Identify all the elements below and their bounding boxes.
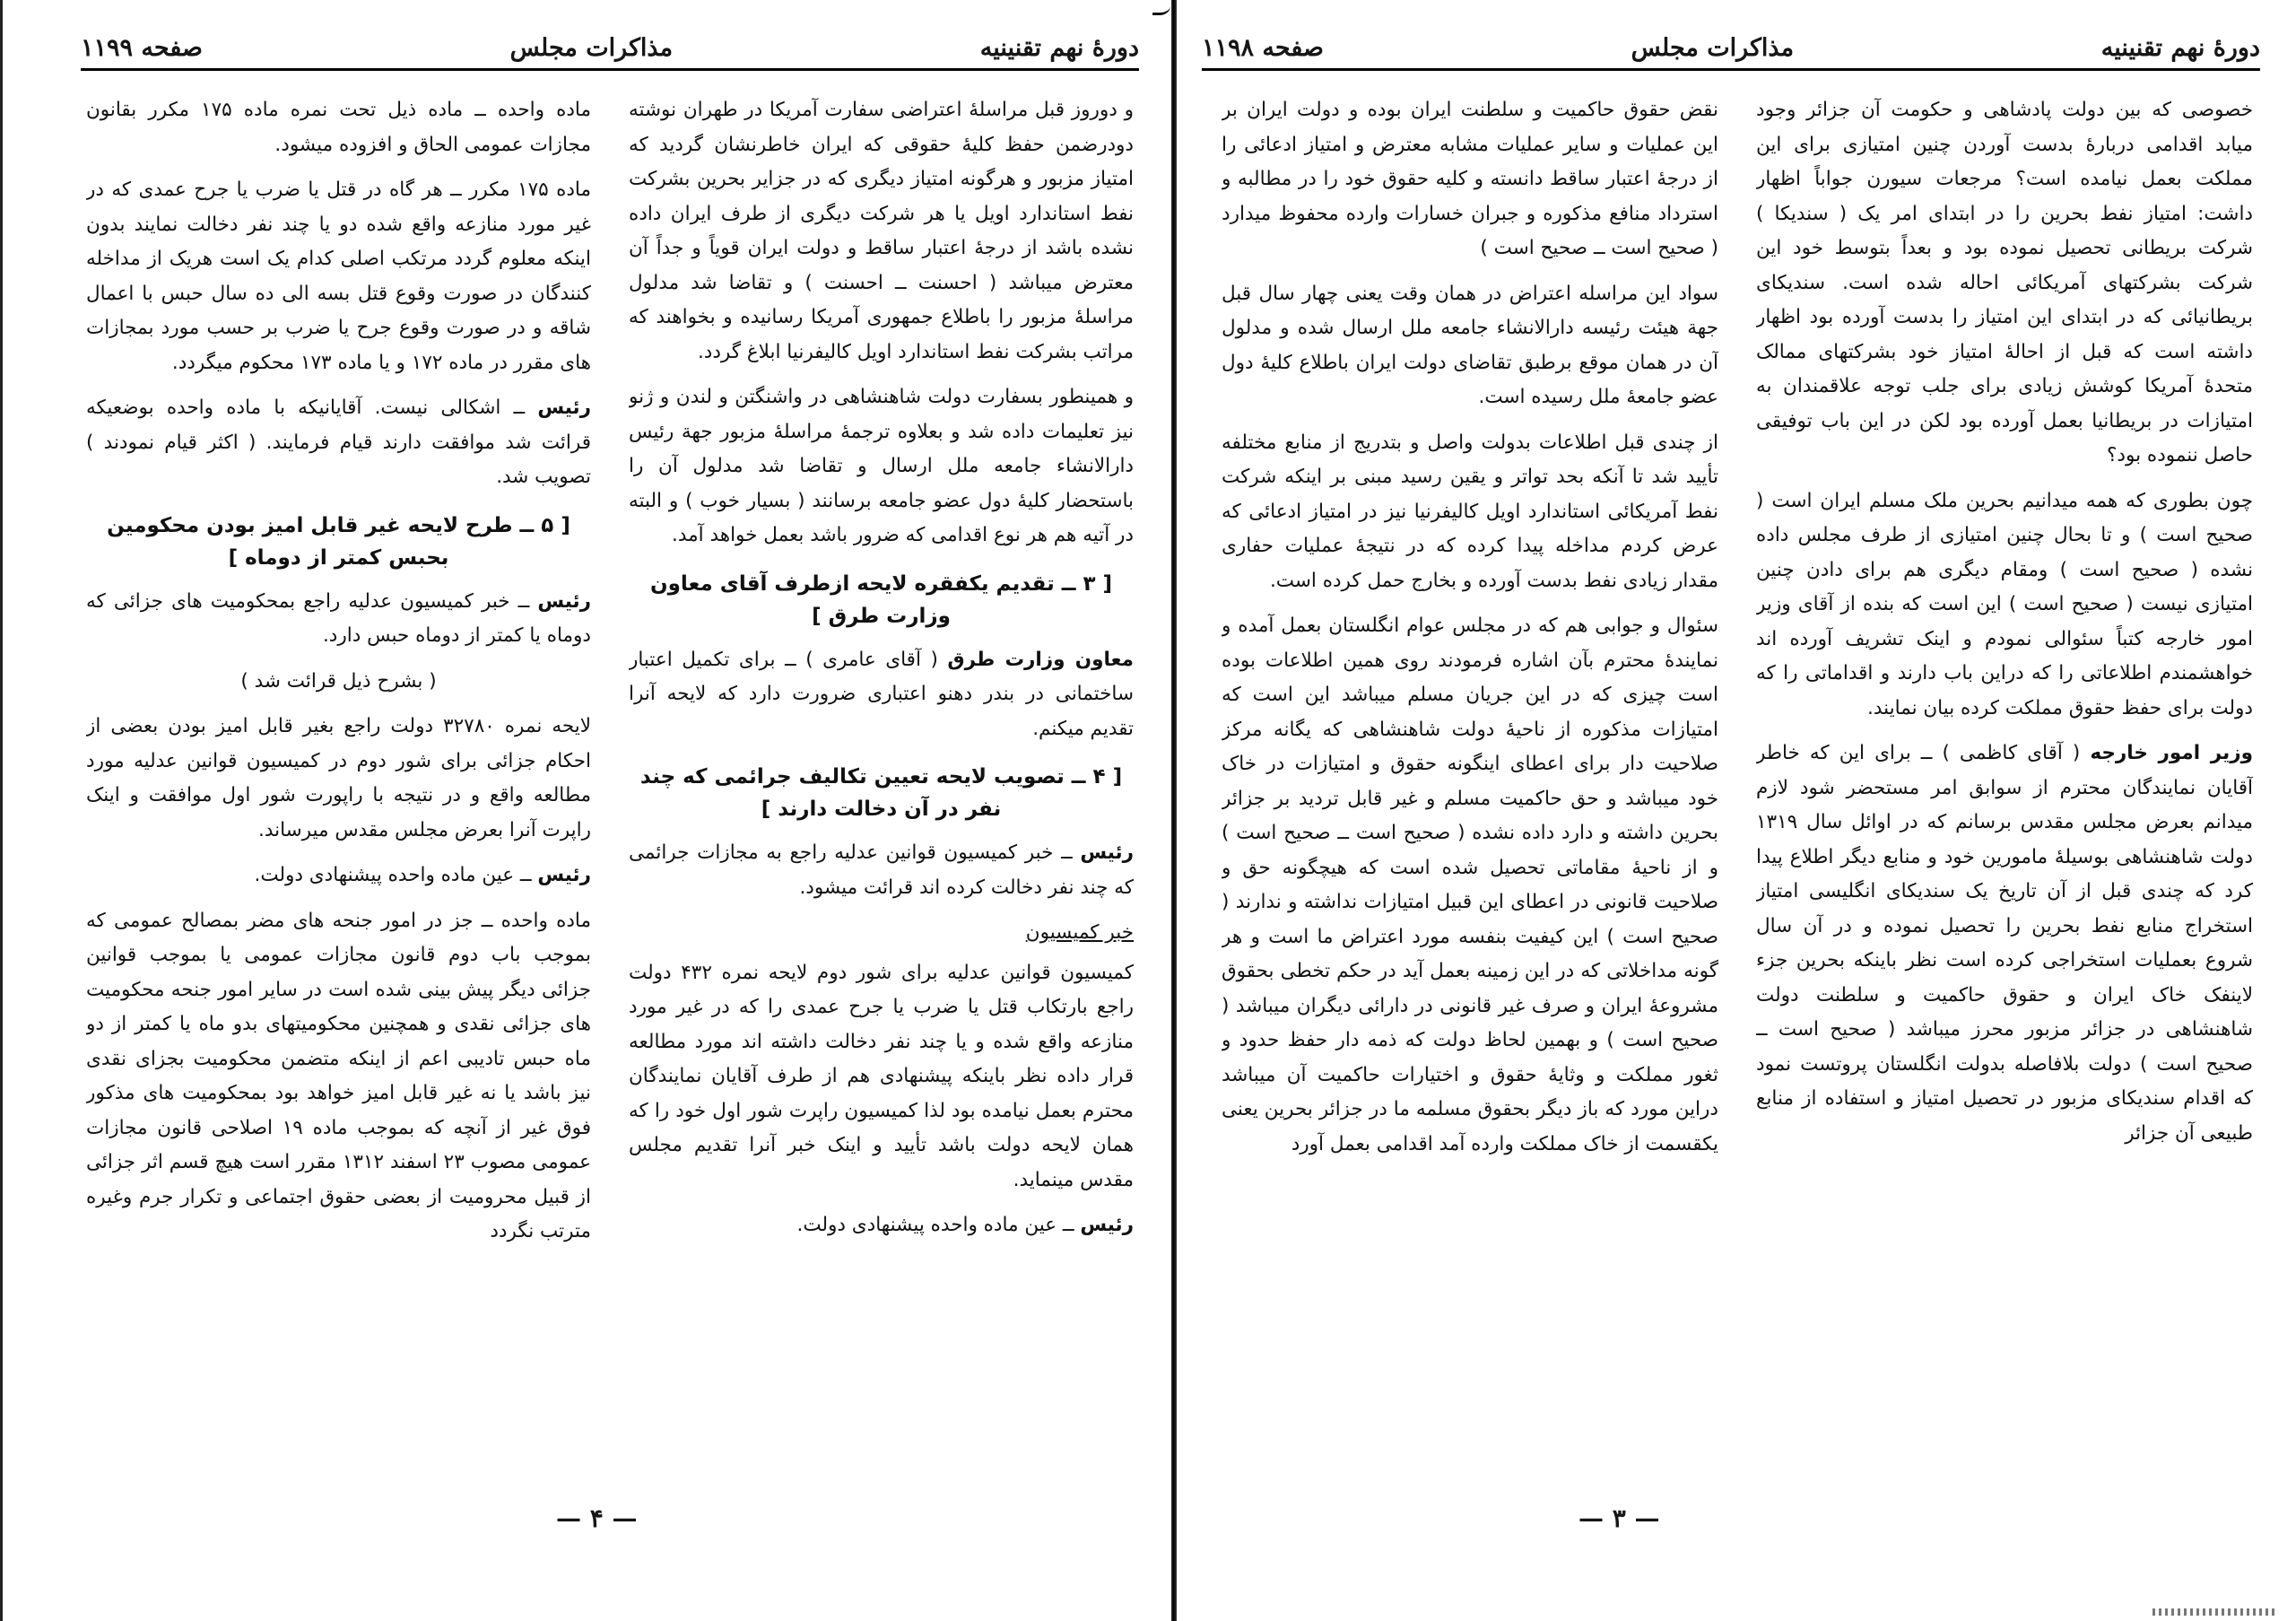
paragraph (86, 858, 591, 893)
right-page (1175, 0, 2296, 1621)
paragraph: خصوصی که بین دولت پادشاهی و حکومت آن جزائر وجود میابد اقدامی دربارهٔ بدست آوردن چنین امتیازی برای این مملکت بعمل نیامده است؟ مرجعات سیورن جواباً اظهار داشت: امتیاز نفط بحرین را در ابتدای امر یک ( سندیکا ) شرکت بریطانی تحصیل نموده بود و بعداً بتوسط خود این شرکت بشرکتهای آمریکائی احاله شده است. سندیکای بریطانیائی که در ابتدای این امتیاز را بدست آورده بود اظهار داشته است که قبل از احالهٔ امتیاز خود بشرکتهای ممالک متحدهٔ آمریکا کوشش زیادی برای جلب توجه علاقمندان به امتیازات در بریطانیا بعمل آورده بود لکن در این باب توفیقی حاصل ننموده بود؟ (1756, 99, 2253, 466)
paragraph: نقض حقوق حاکمیت و سلطنت ایران بوده و دولت ایران بر این عملیات و سایر عملیات مشابه معترض و امتیاز ادعائی را از درجهٔ اعتبار ساقط دانسته و کلیه حقوق خود را در مطالبه و استرداد منافع مذکوره و جبران خسارات وارده محفوظ میدارد ( صحیح است ــ صحیح است ) (1222, 99, 1718, 259)
scan-edge-left (0, 0, 3, 1621)
section-heading: [ ۵ ــ طرح لایحه غیر قابل امیز بودن محکومین بحبس کمتر از دوماه ] (107, 513, 570, 570)
speaker-name: رئیس (1080, 841, 1134, 864)
right-page-header (1202, 27, 2260, 71)
right-page-footer-number: — ۳ — (1578, 1503, 1660, 1533)
speech-text: ــ اشکالی نیست. آقایانیکه با ماده واحده بوضعیکه قرائت شد موافقت دارند قیام فرمایند. ( اکثر قیام نمودند ) تصویب شد. (86, 397, 591, 488)
book-spine (1171, 0, 1177, 1621)
speech-text: ــ خبر کمیسیون قوانین عدلیه راجع به مجازات جرائمی که چند نفر دخالت کرده اند قرائت میشود. (629, 841, 1134, 899)
speaker-name: رئیس (1080, 1214, 1134, 1236)
right-page-header-series: دورهٔ نهم تقنینیه (2100, 33, 2260, 62)
paragraph: سواد این مراسله اعتراض در همان وقت یعنی چهار سال قبل جهة هیئت رئیسه دارالانشاء جامعه ملل ارسال شده و مدلول آن در همان موقع برطبق تقاضای دولت ایران باطلاع کلیهٔ دول عضو جامعهٔ ملل رسیده است. (1222, 282, 1718, 408)
left-page-header-title: مذاکرات مجلس (509, 33, 674, 62)
paragraph: ماده واحده ــ جز در امور جنحه های مضر بمصالح عمومی که بموجب باب دوم قانون مجازات عمومی یا بموجب قوانین جزائی دیگر پیش بینی شده است در سایر امور جنحه محکومیت های جزائی نقدی و همچنین محکومیتهای بدو ماه یا کمتر از دو ماه حبس تادیبی اعم از اینکه متضمن محکومیت بجزای نقدی نیز باشد یا نه غیر قابل امیز خواهد بود بمحکومیت های مذکور فوق غیر از آنچه که بموجب ماده ۱۹ اصلاحی قانون مجازات عمومی مصوب ۲۳ اسفند ۱۳۱۲ مقرر است هیچ قسم اثر جزائی از قبیل محرومیت از بعضی حقوق اجتماعی و تکرار جرم وغیره مترتب نگردد (86, 909, 591, 1242)
paragraph: ماده ۱۷۵ مکرر ــ هر گاه در قتل یا ضرب یا جرح عمدی که در غیر مورد منازعه واقع شده دو یا چند نفر دخالت نمایند بدون اینکه معلوم گردد مرتکب اصلی کدام یک است هریک از مداخله کنندگان در صورت وقوع قتل بسه الی ده سال حبس با اعمال شاقه و در صورت وقوع جرح یا ضرب بر حسب مورد بمجازات های مقرر در ماده ۱۷۲ و یا ماده ۱۷۳ محکوم میگردد. (86, 179, 591, 374)
right-page-column-right (1756, 93, 2253, 1493)
left-page-columns (86, 93, 1134, 1493)
speaker-name: وزیر امور خارجه (2090, 742, 2253, 764)
left-page-column-right (629, 93, 1134, 1493)
subsection-label: خبر کمیسیون (1025, 921, 1134, 944)
paragraph: چون بطوری که همه میدانیم بحرین ملک مسلم ایران است ( صحیح است ) و تا بحال چنین امتیازی از طرف مجلس داده نشده ( صحیح است ) ومقام دیگری هم برای دادن چنین امتیازی نیست ( صحیح است ) این است که بنده از آقای وزیر امور خارجه کتباً سئوالی نمودم و اینک تشریف آورده اند خواهشمندم اطلاعاتی را که دراین باب دارند و اقداماتی را که دولت برای حفظ حقوق مملکت کرده بیان نمایند. (1756, 489, 2253, 719)
paragraph (629, 643, 1134, 747)
paragraph (1756, 736, 2253, 1151)
left-page-footer-number: — ۴ — (556, 1503, 638, 1533)
left-page-header-page-number: صفحه ۱۱۹۹ (81, 33, 203, 62)
paragraph (86, 391, 591, 495)
speaker-name: رئیس (537, 397, 591, 419)
paragraph: و دوروز قبل مراسلهٔ اعتراضی سفارت آمریکا در طهران نوشته دودرضمن حفظ کلیهٔ حقوقی که ایران خاطرنشان گردید که امتیاز مزبور و هرگونه امتیاز دیگری که در جزایر بحرین بشرکت نفط استاندارد اویل یا هر شرکت دیگری از طرف ایران داده نشده باشد از درجهٔ اعتبار ساقط و دولت ایران قویاً و جداً آن معترض میباشد ( احسنت ــ احسنت ) و تقاضا شد مدلول مراسلهٔ مزبور را باطلاع جمهوری آمریکا رسانیده و بخواهند که مراتب بشرکت نفط استاندارد اویل کالیفرنیا ابلاغ گردد. (629, 99, 1134, 363)
speech-text: ــ عین ماده واحده پیشنهادی دولت. (796, 1214, 1081, 1236)
left-page-header-series: دورهٔ نهم تقنینیه (979, 33, 1139, 62)
scan-artifact-dots (2152, 1608, 2278, 1616)
left-page-column-left (86, 93, 591, 1493)
speech-text: ( آقای عامری ) ــ برای تکمیل اعتبار ساختمانی در بندر دهنو اعتباری ضرورت دارد که لایحه آنرا تقدیم میکنم. (629, 648, 1134, 740)
paragraph: لایحه نمره ۳۲۷۸۰ دولت راجع بغیر قابل امیز بودن بعضی از احکام جزائی برای شور دوم در کمیسیون قوانین عدلیه مورد مطالعه واقع و در نتیجه با راپورت شور اول موافقت و اینک راپرت آنرا بعرض مجلس مقدس میرساند. (86, 715, 591, 841)
speech-text: ( آقای کاظمی ) ــ برای این که خاطر آقایان نمایندگان محترم از سوابق امر مستحضر شود لازم میدانم بعرض مجلس مقدس برسانم که در اوائل سال ۱۳۱۹ دولت شاهنشاهی بوسیلهٔ مامورین خود و منابع دیگر اطلاع پیدا کرد که چندی قبل از آن تاریخ یک سندیکای انگلیسی امتیاز استخراج منابع نفط بحرین را تحصیل نموده و در آن سال شروع بعملیات استخراجی کرده است نظر باینکه بحرین جزء لاینفک خاک ایران و حقوق حاکمیت و سلطنت دولت شاهنشاهی در جزائر مزبور محرز میباشد ( صحیح است ــ صحیح است ) دولت بلافاصله بدولت انگلستان پروتست نمود که اقدام سندیکای مزبور در تحصیل امتیاز و استفاده از منابع طبیعی آن جزائر (1756, 742, 2253, 1145)
paragraph: و همینطور بسفارت دولت شاهنشاهی در واشنگتن و لندن و ژنو نیز تعلیمات داده شد و بعلاوه ترجمهٔ مراسلهٔ مزبور جهة رئیس دارالانشاء جامعه ملل ارسال و تقاضا شد مدلول آن را باستحضار کلیهٔ دول عضو جامعه برسانند ( بسیار خوب ) و البته در آتیه هم هر نوع اقدامی که ضرور باشد بعمل خواهد آمد. (629, 386, 1134, 546)
speaker-name: رئیس (537, 864, 591, 886)
speaker-name: رئیس (537, 589, 591, 613)
right-page-header-page-number: صفحه ۱۱۹۸ (1202, 33, 1324, 62)
speech-text: ــ خبر کمیسیون عدلیه راجع بمحکومیت های جزائی که دوماه یا کمتر از دوماه حبس دارد. (86, 589, 591, 647)
caption-text: ( بشرح ذیل قرائت شد ) (240, 669, 437, 693)
paragraph: ماده واحده ــ ماده ذیل تحت نمره ماده ۱۷۵ مکرر بقانون مجازات عمومی الحاق و افزوده میشود. (86, 99, 591, 156)
right-page-columns (1222, 93, 2253, 1493)
left-page-header (81, 27, 1139, 71)
paragraph (629, 836, 1134, 905)
paragraph (86, 585, 591, 654)
right-page-header-title: مذاکرات مجلس (1631, 33, 1795, 62)
section-heading: [ ۳ ــ تقدیم یکفقره لایحه ازطرف آقای معاون وزارت طرق ] (649, 571, 1113, 628)
section-heading: [ ۴ ــ تصویب لایحه تعیین تکالیف جرائمی که چند نفر در آن دخالت دارند ] (639, 765, 1123, 821)
paragraph: از چندی قبل اطلاعات بدولت واصل و بتدریج از منابع مختلفه تأیید شد تا آنکه بحد تواتر و یقین رسید مبنی بر اینکه شرکت نفط آمریکائی استاندارد اویل کالیفرنیا نیز در امتیاز ادعائی که عرض کردم مداخله پیدا کرده که در نتیجهٔ عملیات حفاری مقدار زیادی نفط بدست آورده و بخارج حمل کرده است. (1222, 431, 1718, 592)
speaker-name: معاون وزارت طرق (947, 648, 1134, 671)
speech-text: ــ عین ماده واحده پیشنهادی دولت. (254, 864, 538, 886)
right-page-column-left (1222, 93, 1718, 1493)
paragraph (629, 1208, 1134, 1243)
paragraph: کمیسیون قوانین عدلیه برای شور دوم لایحه نمره ۴۳۲ دولت راجع بارتکاب قتل یا ضرب یا جرح عمدی را که در غیر مورد منازعه واقع شده و یا چند نفر دخالت داشته اند مورد مطالعه قرار داده نظر باینکه پیشنهادی هم از طرف آقایان نمایندگان محترم بعمل نیامده بود لذا کمیسیون راپرت شور اول خود را که همان لایحه دولت باشد تأیید و اینک خبر آنرا تقدیم مجلس مقدس مینماید. (629, 961, 1134, 1191)
paragraph: سئوال و جوابی هم که در مجلس عوام انگلستان بعمل آمده و نمایندهٔ محترم بآن اشاره فرمودند روی همین اطلاعات بوده است چیزی که در این جریان مسلم میباشد این است که امتیازات مذکوره از ناحیهٔ دولت شاهنشاهی که یگانه مرکز صلاحیت دار برای اعطای اینگونه حقوق و امتیازات در خاک خود میباشد و حق حاکمیت مسلم و غیر قابل تردید بر جزائر بحرین داشته و دارد داده نشده ( صحیح است ــ صحیح است ) و از ناحیهٔ مقاماتی تحصیل شده است که هیچگونه حق و صلاحیت قانونی در اعطای این قبیل امتیازات نداشته و ندارند ( صحیح است ) این کیفیت بنفسه مورد اعتراض ما است و هر گونه مداخلاتی که در این زمینه بعمل آید در حکم تخطی بحقوق مشروعهٔ ایران و صرف غیر قانونی در دارائی دیگران میباشد ( صحیح است ) و بهمین لحاظ دولت که ذمه دار حفظ حدود و ثغور مملکت و وثایهٔ حقوق و اختیارات حاکمیت آن میباشد دراین مورد که باز دیگر بحقوق مسلمه ما در جزائر بحرین یعنی یکقسمت از خاک مملکت وارده آمد اقدامی بعمل آورد (1222, 614, 1718, 1155)
